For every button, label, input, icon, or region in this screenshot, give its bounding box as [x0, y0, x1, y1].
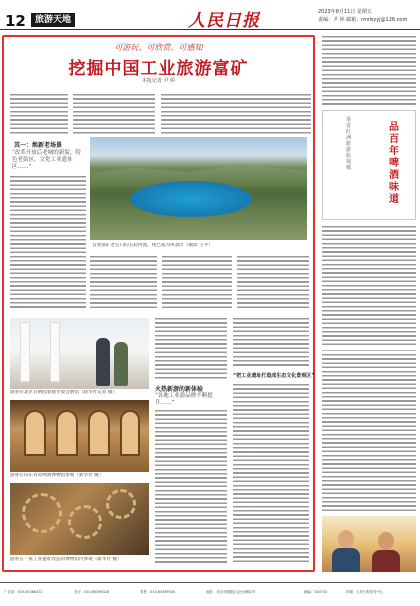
sidebar-title: 品百年啤酒味道	[389, 122, 399, 205]
footer-item: 发行：010-65369328	[74, 590, 110, 594]
photo-beer-tasting	[322, 516, 416, 572]
subhead-2: 火热新游的新体验	[155, 386, 204, 393]
section-tag: 旅游天地	[31, 13, 75, 27]
photo-exhibition-hall	[10, 318, 149, 389]
article-headline: 挖掘中国工业旅游富矿	[68, 59, 249, 79]
photo-person-body	[372, 550, 400, 572]
body-text-col3-b	[233, 318, 309, 366]
photo-arch	[56, 410, 78, 456]
photo-pillar	[50, 322, 60, 382]
photo-gears-museum	[10, 483, 149, 555]
caption-mall: 游客在北京首钢园参观冬奥会展馆（新华社记者 摄）	[10, 390, 118, 395]
caption-wine: 游客在山东青岛啤酒博物馆参观（新华社 摄）	[10, 473, 104, 478]
photo-arch	[24, 410, 46, 456]
sidebar-text-a	[322, 226, 416, 346]
body-text-col3-a	[162, 256, 232, 310]
body-text-col2-c	[155, 410, 227, 564]
article-kicker: 可游玩、可欣赏、可感知	[114, 43, 203, 52]
photo-visitor	[96, 338, 110, 386]
photo-person-body	[332, 548, 360, 572]
footer-item: 印刷：人民日报印务中心	[346, 590, 384, 594]
sidebar-text-b	[322, 354, 416, 512]
photo-gear	[106, 489, 136, 519]
photo-wine-museum	[10, 400, 149, 472]
sidebar-kicker: 茶香红洲旅游影视城	[346, 117, 352, 171]
date-line: 2023年8月11日 星期五	[318, 9, 372, 15]
body-text-intro-left	[73, 94, 155, 134]
body-text-col2-a	[90, 256, 157, 310]
body-text-col4-a	[237, 256, 309, 310]
footer-item: 广告部：010-65368372	[4, 590, 43, 594]
photo-lake-landscape	[90, 137, 307, 240]
sidebar-divider	[322, 350, 416, 351]
footer-item: 邮编：100733	[304, 590, 328, 594]
photo-pillar	[20, 322, 30, 382]
photo-lake	[130, 181, 252, 217]
caption-gears: 游客在一家工业遗址改造的博物馆内参观（新华社 摄）	[10, 557, 122, 562]
caption-lake: 宜春盐矿老宕口的五彩河流，现已成为风景区（摄影 王平）	[92, 243, 213, 248]
article-byline: 本报记者 尹 婷	[141, 78, 176, 84]
body-text-col3-c	[233, 384, 309, 564]
page-footer	[0, 582, 420, 606]
body-text-intro-right	[161, 94, 311, 134]
sidebar-text-top	[322, 36, 416, 106]
photo-person	[378, 532, 394, 550]
photo-gear	[68, 505, 102, 539]
footer-item: 地址：北京市朝阳区金台西路2号	[206, 590, 256, 594]
photo-person	[338, 530, 354, 548]
pull-quote-1: “改革开放后老城的新貌、特色老街区、文化工业遗址区……”	[12, 150, 81, 170]
photo-gear	[22, 493, 62, 533]
footer-item: 零售：010-65369330	[140, 590, 176, 594]
paper-logo: 人民日报	[188, 11, 260, 31]
subhead-3: “把工业遗址打造成生态文化景观区”	[233, 373, 315, 379]
pull-quote-2: “各地工业游品牌不断提升……”	[155, 393, 213, 406]
page-number: 12	[5, 12, 26, 30]
body-text-col1-mid	[10, 176, 86, 308]
photo-arch	[88, 410, 110, 456]
body-text-col2-b	[155, 318, 227, 380]
photo-arch	[120, 410, 140, 456]
masthead	[0, 0, 420, 30]
editor-line: 责编：尹 婷 邮箱：rmrbyyj@126.com	[318, 17, 408, 23]
body-text-col1-top	[10, 94, 68, 134]
subhead-1: 其一：焕新老场景	[14, 142, 63, 149]
photo-visitor	[114, 342, 128, 386]
